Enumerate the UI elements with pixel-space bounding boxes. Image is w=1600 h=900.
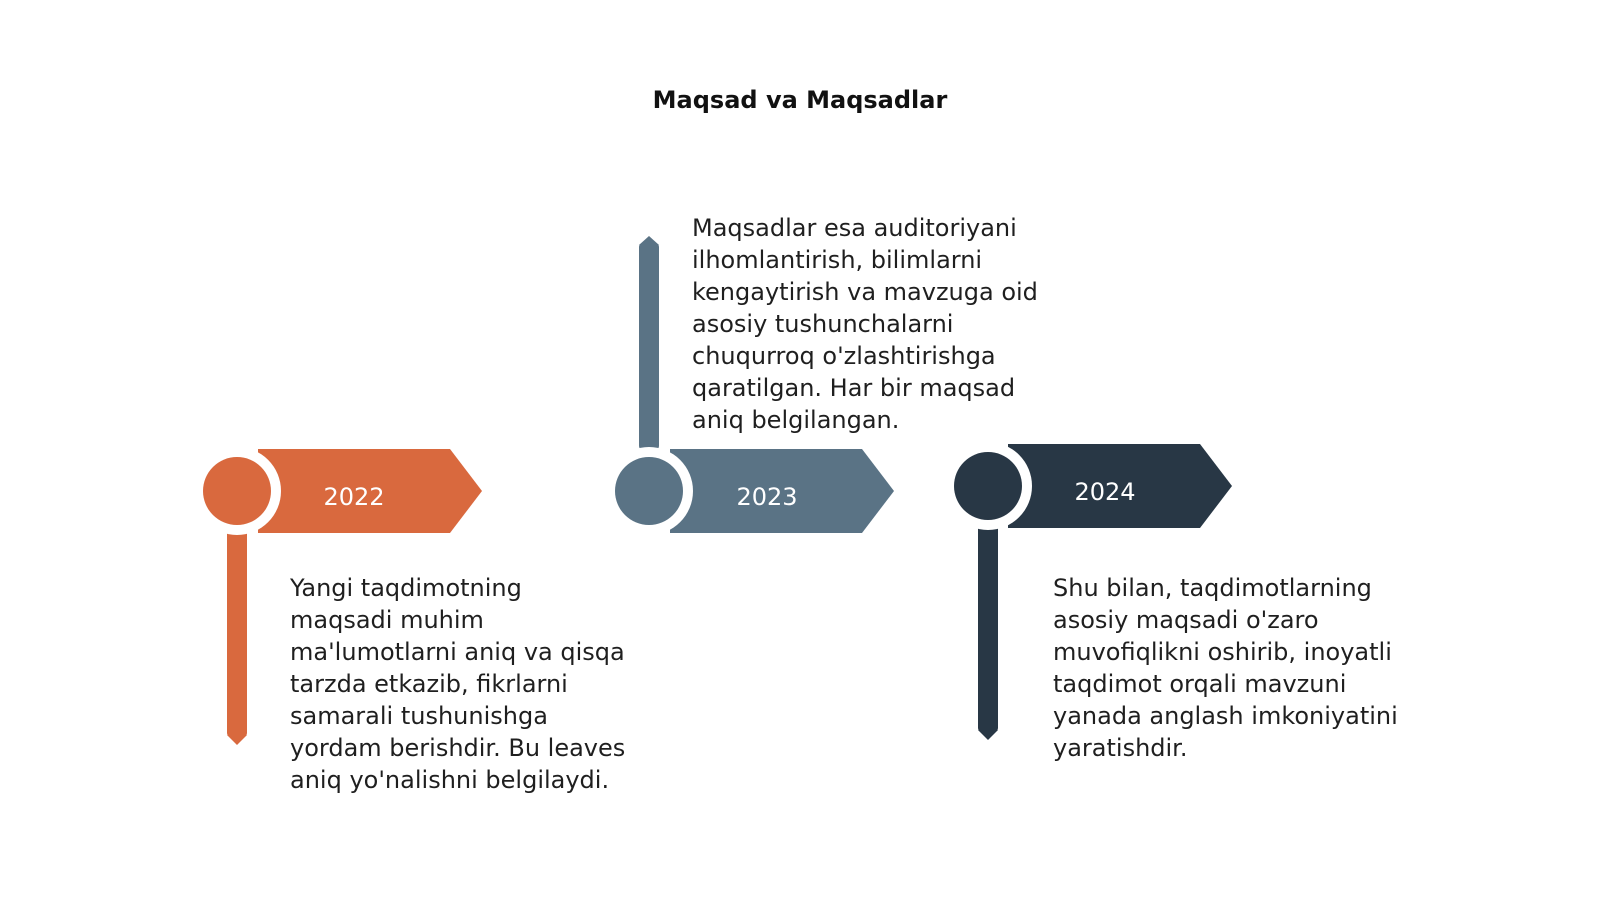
- description-2024: Shu bilan, taqdimotlarning asosiy maqsadi o'zaro muvofiqlikni oshirib, inoyatli taqdimot orqali mavzuni yanada anglash imkoniyatini yaratishdir.: [1053, 574, 1398, 762]
- slide-title: Maqsad va Maqsadlar: [652, 86, 948, 114]
- dot-2022: [203, 457, 271, 525]
- year-label-2023: 2023: [736, 483, 798, 511]
- dot-2024: [954, 452, 1022, 520]
- stem-tip-2022: [227, 735, 247, 745]
- stem-2024: [978, 524, 998, 732]
- stem-tip-2024: [978, 730, 998, 740]
- stem-2022: [227, 528, 247, 737]
- stem-tip-2023: [639, 236, 659, 245]
- year-label-2024: 2024: [1074, 478, 1136, 506]
- year-label-2022: 2022: [323, 483, 385, 511]
- description-2023: Maqsadlar esa auditoriyani ilhomlantirish, bilimlarni kengaytirish va mavzuga oid asosiy tushunchalarni chuqurroq o'zlashtirishga qaratilgan. Har bir maqsad aniq belgilangan.: [692, 214, 1038, 434]
- dot-2023: [615, 457, 683, 525]
- description-2022: Yangi taqdimotning maqsadi muhim ma'lumotlarni aniq va qisqa tarzda etkazib, fikrlarni samarali tushunishga yordam berishdir. Bu leaves aniq yo'nalishni belgilaydi.: [290, 574, 626, 794]
- stem-2023: [639, 243, 659, 450]
